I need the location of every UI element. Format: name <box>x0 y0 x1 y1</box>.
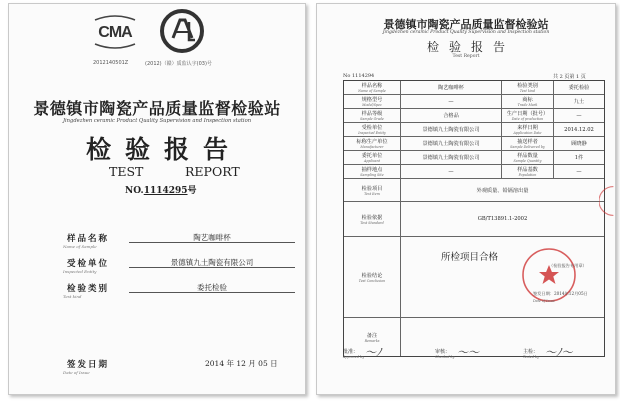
inspection-table <box>343 80 605 357</box>
conclusion-row: 检验结论 Test Conclusion 所检项目合格 （检验报告专用章） 签发日期：2014年12月05日 Date of Issue <box>344 237 604 318</box>
institution-name-en: Jingdezhen ceramic Product Quality Supervision and Inspection station <box>62 118 252 124</box>
sample-name-label-en: Name of Sample <box>63 244 97 249</box>
table-row: 样品等级 Sample Grade 合格品 生产日期（批号） Date of production — <box>344 109 604 123</box>
signature-row <box>343 344 603 364</box>
table-row: 标称生产单位 Manufacturer 景德镇九土陶瓷有限公司 抽送样者 Sample Delivered by 顾晓静 <box>344 137 604 151</box>
inspected-entity-label: 受检单位 <box>67 259 110 269</box>
remarks-row: 备注 Remarks <box>344 318 604 356</box>
report-title-cn: 检验报告 <box>85 135 242 164</box>
checker-signature: 〜〜 <box>457 346 479 359</box>
table-row: 抽样地点 Sampling Site — 样品基数 Population — <box>344 165 604 179</box>
report-detail-page <box>316 3 616 395</box>
svg-text:CMA: CMA <box>98 24 132 41</box>
test-kind-label: 检验类别 <box>67 284 110 294</box>
stamp-issue-date: 签发日期：2014年12月05日 <box>533 291 588 296</box>
table-row: 规格型号 Model/Spec — 商标 Trade Mark 九土 <box>344 95 604 109</box>
approved-by: 批准： Approved by <box>343 349 365 359</box>
inspected-entity-value: 景德镇九土陶瓷有限公司 <box>129 257 295 268</box>
report-cover-page <box>8 3 306 395</box>
test-standard-value: GB/T13891.1-2002 <box>477 216 528 222</box>
test-standard-row: 检验依据 Test Standard GB/T13891.1-2002 <box>344 202 604 237</box>
sample-name-value: 陶艺咖啡杯 <box>129 232 295 243</box>
stamp-caption: （检验报告专用章） <box>549 263 587 268</box>
checked-by: 审核： Checked by <box>435 349 455 359</box>
test-item-row: 检验项目 Test Item 外观质量、铅镉溶出量 <box>344 179 604 202</box>
issue-date-label: 签发日期 <box>67 360 110 370</box>
tester-signature: 〜ﾉ〜 <box>545 346 573 359</box>
table-row: 委托单位 Applicant 景德镇九土陶瓷有限公司 样品数量 Sample Quantity 1件 <box>344 151 604 165</box>
report-number-value: 1114295 <box>143 186 188 196</box>
report-title-en-test: TEST <box>109 164 144 179</box>
detail-report-title-cn: 检验报告 <box>426 40 515 54</box>
issue-date-value: 2014 年 12 月 05 日 <box>205 359 278 368</box>
test-kind-value: 委托检验 <box>129 282 295 293</box>
cal-cert-number: (2012)（赣）质监认字(03)号 <box>145 61 212 67</box>
cal-logo <box>159 8 205 54</box>
table-row: 受检单位 Inspected Entity 景德镇九土陶瓷有限公司 来样日期 Application Date 2014.12.02 <box>344 123 604 137</box>
report-number: NO.1114295号 <box>125 186 197 196</box>
detail-institution-name-cn: 景德镇市陶瓷产品质量监督检验站 <box>383 18 549 31</box>
institution-name-cn: 景德镇市陶瓷产品质量监督检验站 <box>33 99 281 118</box>
sample-name-label: 样品名称 <box>67 234 110 244</box>
detail-institution-name-en: Jingdezhen ceramic Product Quality Supervision and Inspection station <box>382 30 550 35</box>
seam-stamp <box>599 184 615 218</box>
test-kind-label-en: Test kind <box>63 294 82 299</box>
inspected-entity-label-en: Inspected Entity <box>63 269 97 274</box>
detail-report-number: No 1114294 <box>343 73 375 79</box>
detail-report-title-en: Test Report <box>452 54 480 59</box>
table-row: 样品名称 Name of Sample 陶艺咖啡杯 检验类别 Test kind 委托检验 <box>344 81 604 95</box>
tested-by: 主检： Tested by <box>523 349 539 359</box>
test-item-value: 外观质量、铅镉溶出量 <box>476 187 529 194</box>
cma-logo <box>91 12 139 52</box>
page-count: 共 2 页第 1 页 <box>553 74 586 80</box>
conclusion-value: 所检项目合格 <box>441 252 499 263</box>
stamp-issue-date-en: Date of Issue <box>533 299 555 303</box>
issue-date-label-en: Date of Issue <box>63 370 90 375</box>
report-title-en-report: REPORT <box>185 164 240 179</box>
cma-cert-number: 2012140501Z <box>93 60 129 66</box>
approver-signature: 〜ﾉ <box>365 346 382 359</box>
